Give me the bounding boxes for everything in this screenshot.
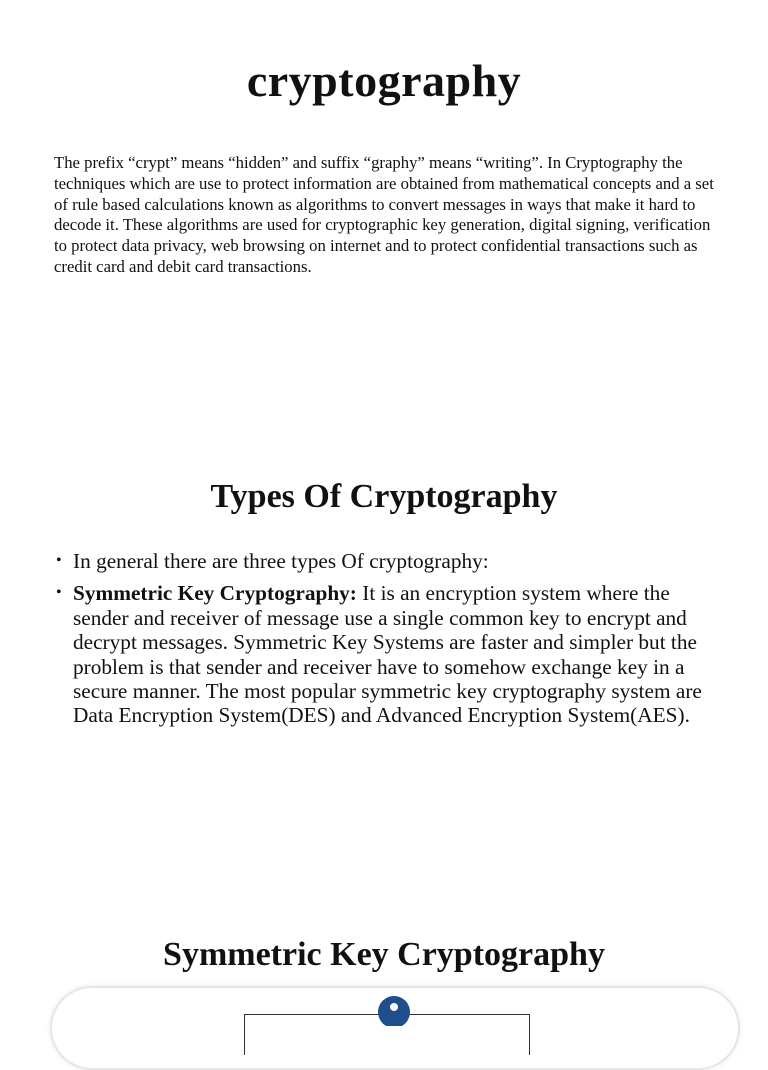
slide-1-title: cryptography [246,55,522,106]
bullet-marker: • [56,584,62,602]
bullet-text: In general there are three types Of cryptography: [73,549,489,573]
slide-1-paragraph: The prefix “crypt” means “hidden” and suffix “graphy” means “writing”. In Cryptography the techniques which are use to protect information are obtained from mathematical concepts and a set of rule based calculations known as algorithms to convert messages in ways that make it hard to decode it. These algorithms are used for cryptographic key generation, digital signing, verification to protect data privacy, web browsing on internet and to protect confidential transactions such as credit card and debit card transactions. [54,153,714,276]
pin-icon [376,996,412,1026]
bullet-text: It is an encryption system where the sender and receiver of message use a single common key to encrypt and decrypt messages. Symmetric Key Systems are faster and simpler but the problem is that sender and receiver have to somehow exchange key in a secure manner. The most popular symmetric key cryptography system are Data Encryption System(DES) and Advanced Encryption System(AES). [73,581,702,728]
bullet-marker: • [56,552,62,569]
bullet-term: Symmetric Key Cryptography: [73,581,357,606]
bullet-list [56,549,716,736]
bullet-item [56,581,716,727]
slide-3-title: Symmetric Key Cryptography [163,936,605,973]
slide-2-title: Types Of Cryptography [210,478,558,515]
bullet-item [56,549,716,573]
